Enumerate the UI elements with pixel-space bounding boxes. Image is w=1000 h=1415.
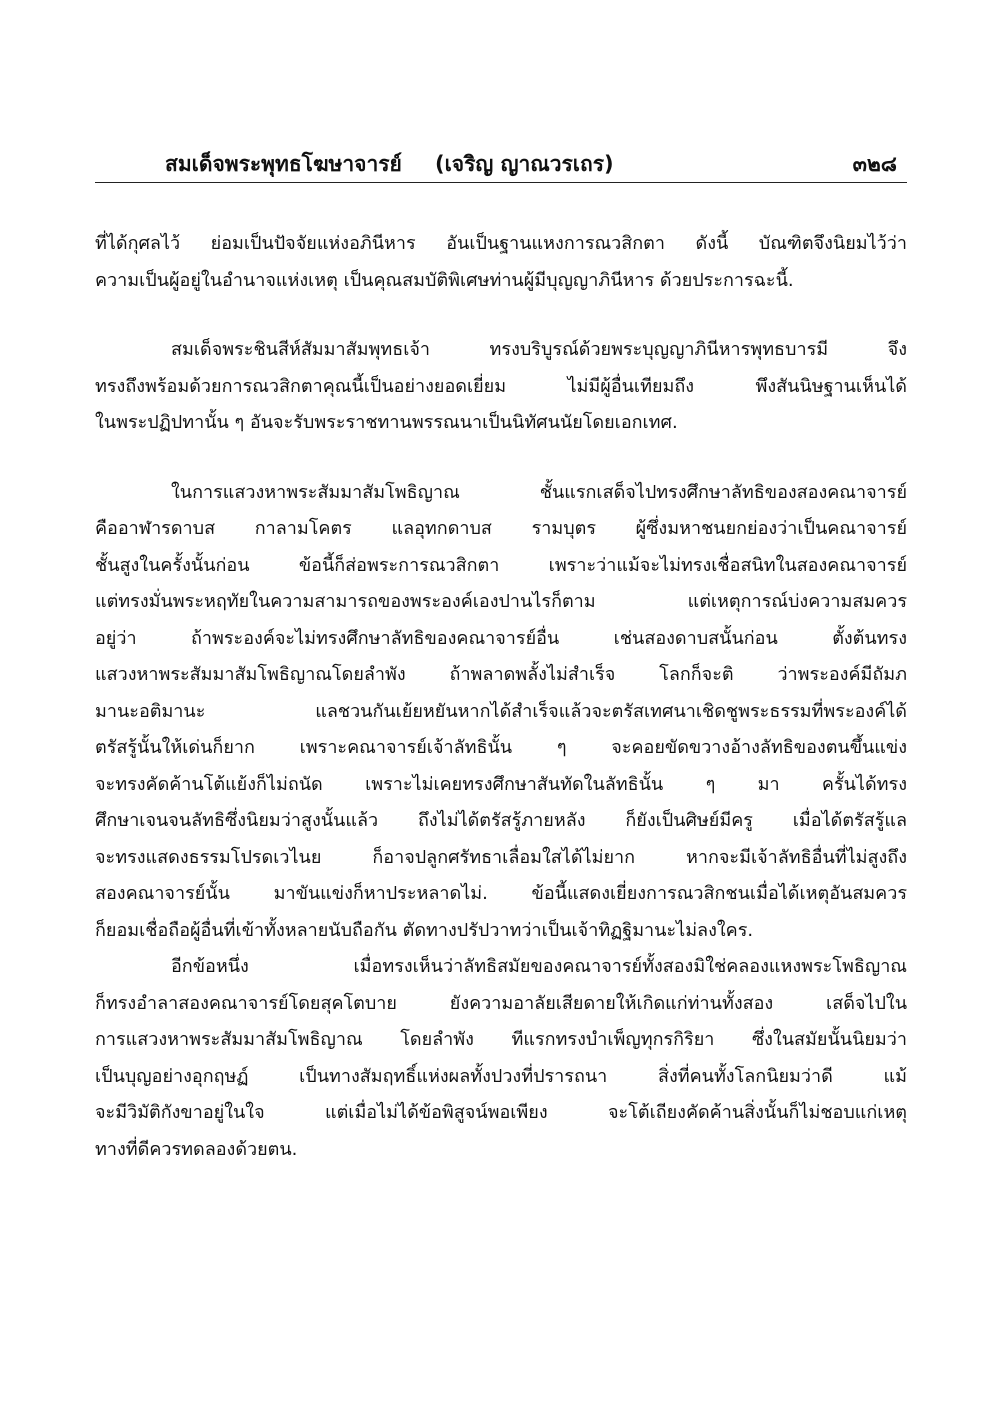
paragraph-2 bbox=[95, 332, 907, 442]
text-line: อยู่ว่า ถ้าพระองค์จะไม่ทรงศึกษาลัทธิของคณาจารย์อื่น เช่นสองดาบสนั้นก่อน ตั้งต้นทรง bbox=[95, 627, 907, 649]
text-line: จะทรงคัดค้านโต้แย้งก็ไม่ถนัด เพราะไม่เคยทรงศึกษาสันทัดในลัทธินั้น ๆ มา ครั้นได้ทรง bbox=[95, 773, 907, 795]
text-line: แต่ทรงมั่นพระหฤทัยในความสามารถของพระองค์เองปานไรก็ตาม แต่เหตุการณ์บ่งความสมควร bbox=[95, 591, 907, 612]
text-line: ตรัสรู้นั้นให้เด่นก็ยาก เพราะคณาจารย์เจ้าลัทธินั้น ๆ จะคอยขัดขวางอ้างลัทธิของตนขึ้นแข่ง bbox=[95, 737, 907, 758]
text-line: คืออาฬารดาบส กาลามโคตร แลอุทกดาบส รามบุตร ผู้ซึ่งมหาชนยกย่องว่าเป็นคณาจารย์ bbox=[95, 518, 907, 539]
text-line: สมเด็จพระชินสีห์สัมมาสัมพุทธเจ้า ทรงบริบูรณ์ด้วยพระบุญญาภินีหารพุทธบารมี จึง bbox=[171, 339, 907, 360]
text-line: ก็ทรงอำลาสองคณาจารย์โดยสุคโตบาย ยังความอาลัยเสียดายให้เกิดแก่ท่านทั้งสอง เสด็จไปใน bbox=[95, 992, 907, 1014]
text-line: ทางที่ดีควรทดลองด้วยตน. bbox=[95, 1138, 298, 1160]
header-rule bbox=[95, 182, 907, 183]
text-line: ชั้นสูงในครั้งนั้นก่อน ข้อนี้ก็ส่อพระการณวสิกตา เพราะว่าแม้จะไม่ทรงเชื่อสนิทในสองคณาจารย์ bbox=[95, 554, 907, 576]
text-line: จะทรงแสดงธรรมโปรดเวไนย ก็อาจปลูกศรัทธาเลื่อมใสได้ไม่ยาก หากจะมีเจ้าลัทธิอื่นที่ไม่สูงถึง bbox=[95, 846, 907, 868]
text-line: ก็ยอมเชื่อถือผู้อื่นที่เข้าทั้งหลายนับถือกัน ตัดทางปรัปวาทว่าเป็นเจ้าทิฏฐิมานะไม่ลงใคร. bbox=[95, 919, 754, 941]
text-line: ความเป็นผู้อยู่ในอำนาจแห่งเหตุ เป็นคุณสมบัติพิเศษท่านผู้มีบุญญาภินีหาร ด้วยประการฉะนี้. bbox=[95, 269, 794, 291]
text-line: สองคณาจารย์นั้น มาขันแข่งก็หาประหลาดไม่. ข้อนี้แสดงเยี่ยงการณวสิกชนเมื่อได้เหตุอันสมควร bbox=[95, 883, 907, 904]
header-subtitle: (เจริญ ญาณวรเถร) bbox=[435, 152, 614, 176]
text-line: แสวงหาพระสัมมาสัมโพธิญาณโดยลำพัง ถ้าพลาดพลั้งไม่สำเร็จ โลกก็จะติ ว่าพระองค์มีถัมภ bbox=[95, 664, 907, 685]
text-line: เป็นบุญอย่างอุกฤษฏ์ เป็นทางสัมฤทธิ์แห่งผลทั้งปวงที่ปรารถนา สิ่งที่คนทั้งโลกนิยมว่าดี แม้ bbox=[95, 1065, 907, 1087]
text-line: ที่ได้กุศลไว้ ย่อมเป็นปัจจัยแห่งอภินีหาร อันเป็นฐานแหงการณวสิกตา ดังนี้ บัณฑิตจึงนิยมไว้ว่า bbox=[95, 233, 907, 254]
paragraph-4 bbox=[95, 949, 907, 1168]
paragraph-3 bbox=[95, 475, 907, 950]
text-line: ทรงถึงพร้อมด้วยการณวสิกตาคุณนี้เป็นอย่างยอดเยี่ยม ไม่มีผู้อื่นเทียมถึง พึงสันนิษฐานเห็นได้ bbox=[95, 375, 907, 397]
text-line: จะมีวิมัติกังขาอยู่ในใจ แต่เมื่อไม่ได้ข้อพิสูจน์พอเพียง จะโต้เถียงคัดค้านสิ่งนั้นก็ไม่ชอบแก่เหตุ bbox=[95, 1102, 907, 1123]
text-line: มานะอติมานะ แลชวนกันเย้ยหยันหากได้สำเร็จแล้วจะตรัสเทศนาเชิดชูพระธรรมที่พระองค์ได้ bbox=[95, 700, 907, 722]
header-author: สมเด็จพระพุทธโฆษาจารย์ bbox=[165, 152, 402, 176]
text-line: อีกข้อหนึ่ง เมื่อทรงเห็นว่าลัทธิสมัยของคณาจารย์ทั้งสองมิใช่คลองแหงพระโพธิญาณ bbox=[171, 956, 907, 977]
text-line: การแสวงหาพระสัมมาสัมโพธิญาณ โดยลำพัง ทีแรกทรงบำเพ็ญทุกรกิริยา ซึ่งในสมัยนั้นนิยมว่า bbox=[95, 1029, 907, 1050]
running-header bbox=[95, 142, 907, 182]
text-line: ในพระปฏิปทานั้น ๆ อันจะรับพระราชทานพรรณนาเป็นนิทัศนนัยโดยเอกเทศ. bbox=[95, 412, 678, 433]
paragraph-1 bbox=[95, 226, 907, 299]
page-number: ๓๒๘ bbox=[852, 152, 897, 176]
text-line: ในการแสวงหาพระสัมมาสัมโพธิญาณ ชั้นแรกเสด็จไปทรงศึกษาลัทธิของสองคณาจารย์ bbox=[171, 481, 907, 503]
text-line: ศึกษาเจนจนลัทธิซึ่งนิยมว่าสูงนั้นแล้ว ถึงไม่ได้ตรัสรู้ภายหลัง ก็ยังเป็นศิษย์มีครู เมื่อได้ตรัสรู้แล bbox=[95, 810, 907, 831]
document-body bbox=[95, 226, 907, 1168]
